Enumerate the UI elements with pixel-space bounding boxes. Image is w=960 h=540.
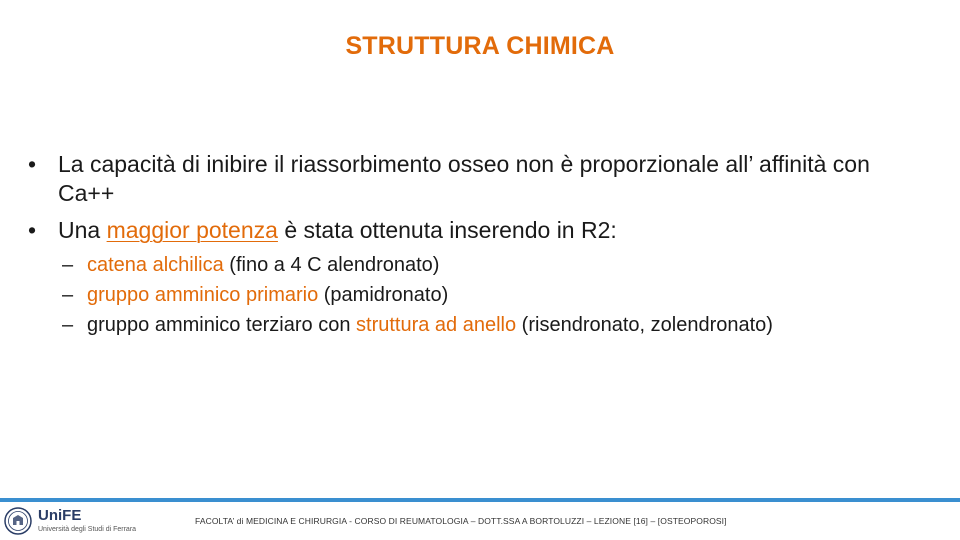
footer-text: FACOLTA’ di MEDICINA E CHIRURGIA - CORSO DI REUMATOLOGIA – DOTT.SSA A BORTOLUZZI – LEZIONE [16] – [OSTEOPOROSI] <box>195 516 727 526</box>
sub-highlight: struttura ad anello <box>356 314 517 337</box>
logo-name: UniFE <box>38 506 82 524</box>
bullet-text: La capacità di inibire il riassorbimento osseo non è proporzionale all’ affinità con Ca++ <box>58 151 870 206</box>
sub-highlight: gruppo amminico primario <box>87 284 319 307</box>
bullet-text-before: Una <box>58 216 107 243</box>
university-seal-icon <box>4 507 32 535</box>
slide-title: STRUTTURA CHIMICA <box>345 32 615 60</box>
sub-highlight: catena alchilica <box>87 254 224 277</box>
sub-text-after: (fino a 4 C alendronato) <box>223 254 440 277</box>
sub-marker: – <box>62 314 74 337</box>
bullet-marker: • <box>28 151 37 177</box>
bullet-text-after: è stata ottenuta inserendo in R2: <box>277 216 617 243</box>
sub-text-after: (risendronato, zolendronato) <box>516 314 773 337</box>
bullet-marker: • <box>28 216 37 243</box>
bullet-highlight: maggior potenza <box>106 216 278 243</box>
logo-text-group <box>38 508 136 534</box>
footer-divider <box>0 498 960 502</box>
slide-content <box>28 150 928 342</box>
sub-marker: – <box>62 254 74 277</box>
sub-list <box>62 252 928 338</box>
bullet-item <box>28 150 928 208</box>
sub-item <box>62 282 928 308</box>
sub-text-before: gruppo amminico terziaro con <box>87 314 357 337</box>
university-logo <box>4 506 136 536</box>
sub-item <box>62 312 928 338</box>
sub-item <box>62 252 928 278</box>
logo-subtitle: Università degli Studi di Ferrara <box>38 525 137 533</box>
bullet-item <box>28 216 928 245</box>
sub-text-after: (pamidronato) <box>318 284 449 307</box>
sub-marker: – <box>62 284 74 307</box>
